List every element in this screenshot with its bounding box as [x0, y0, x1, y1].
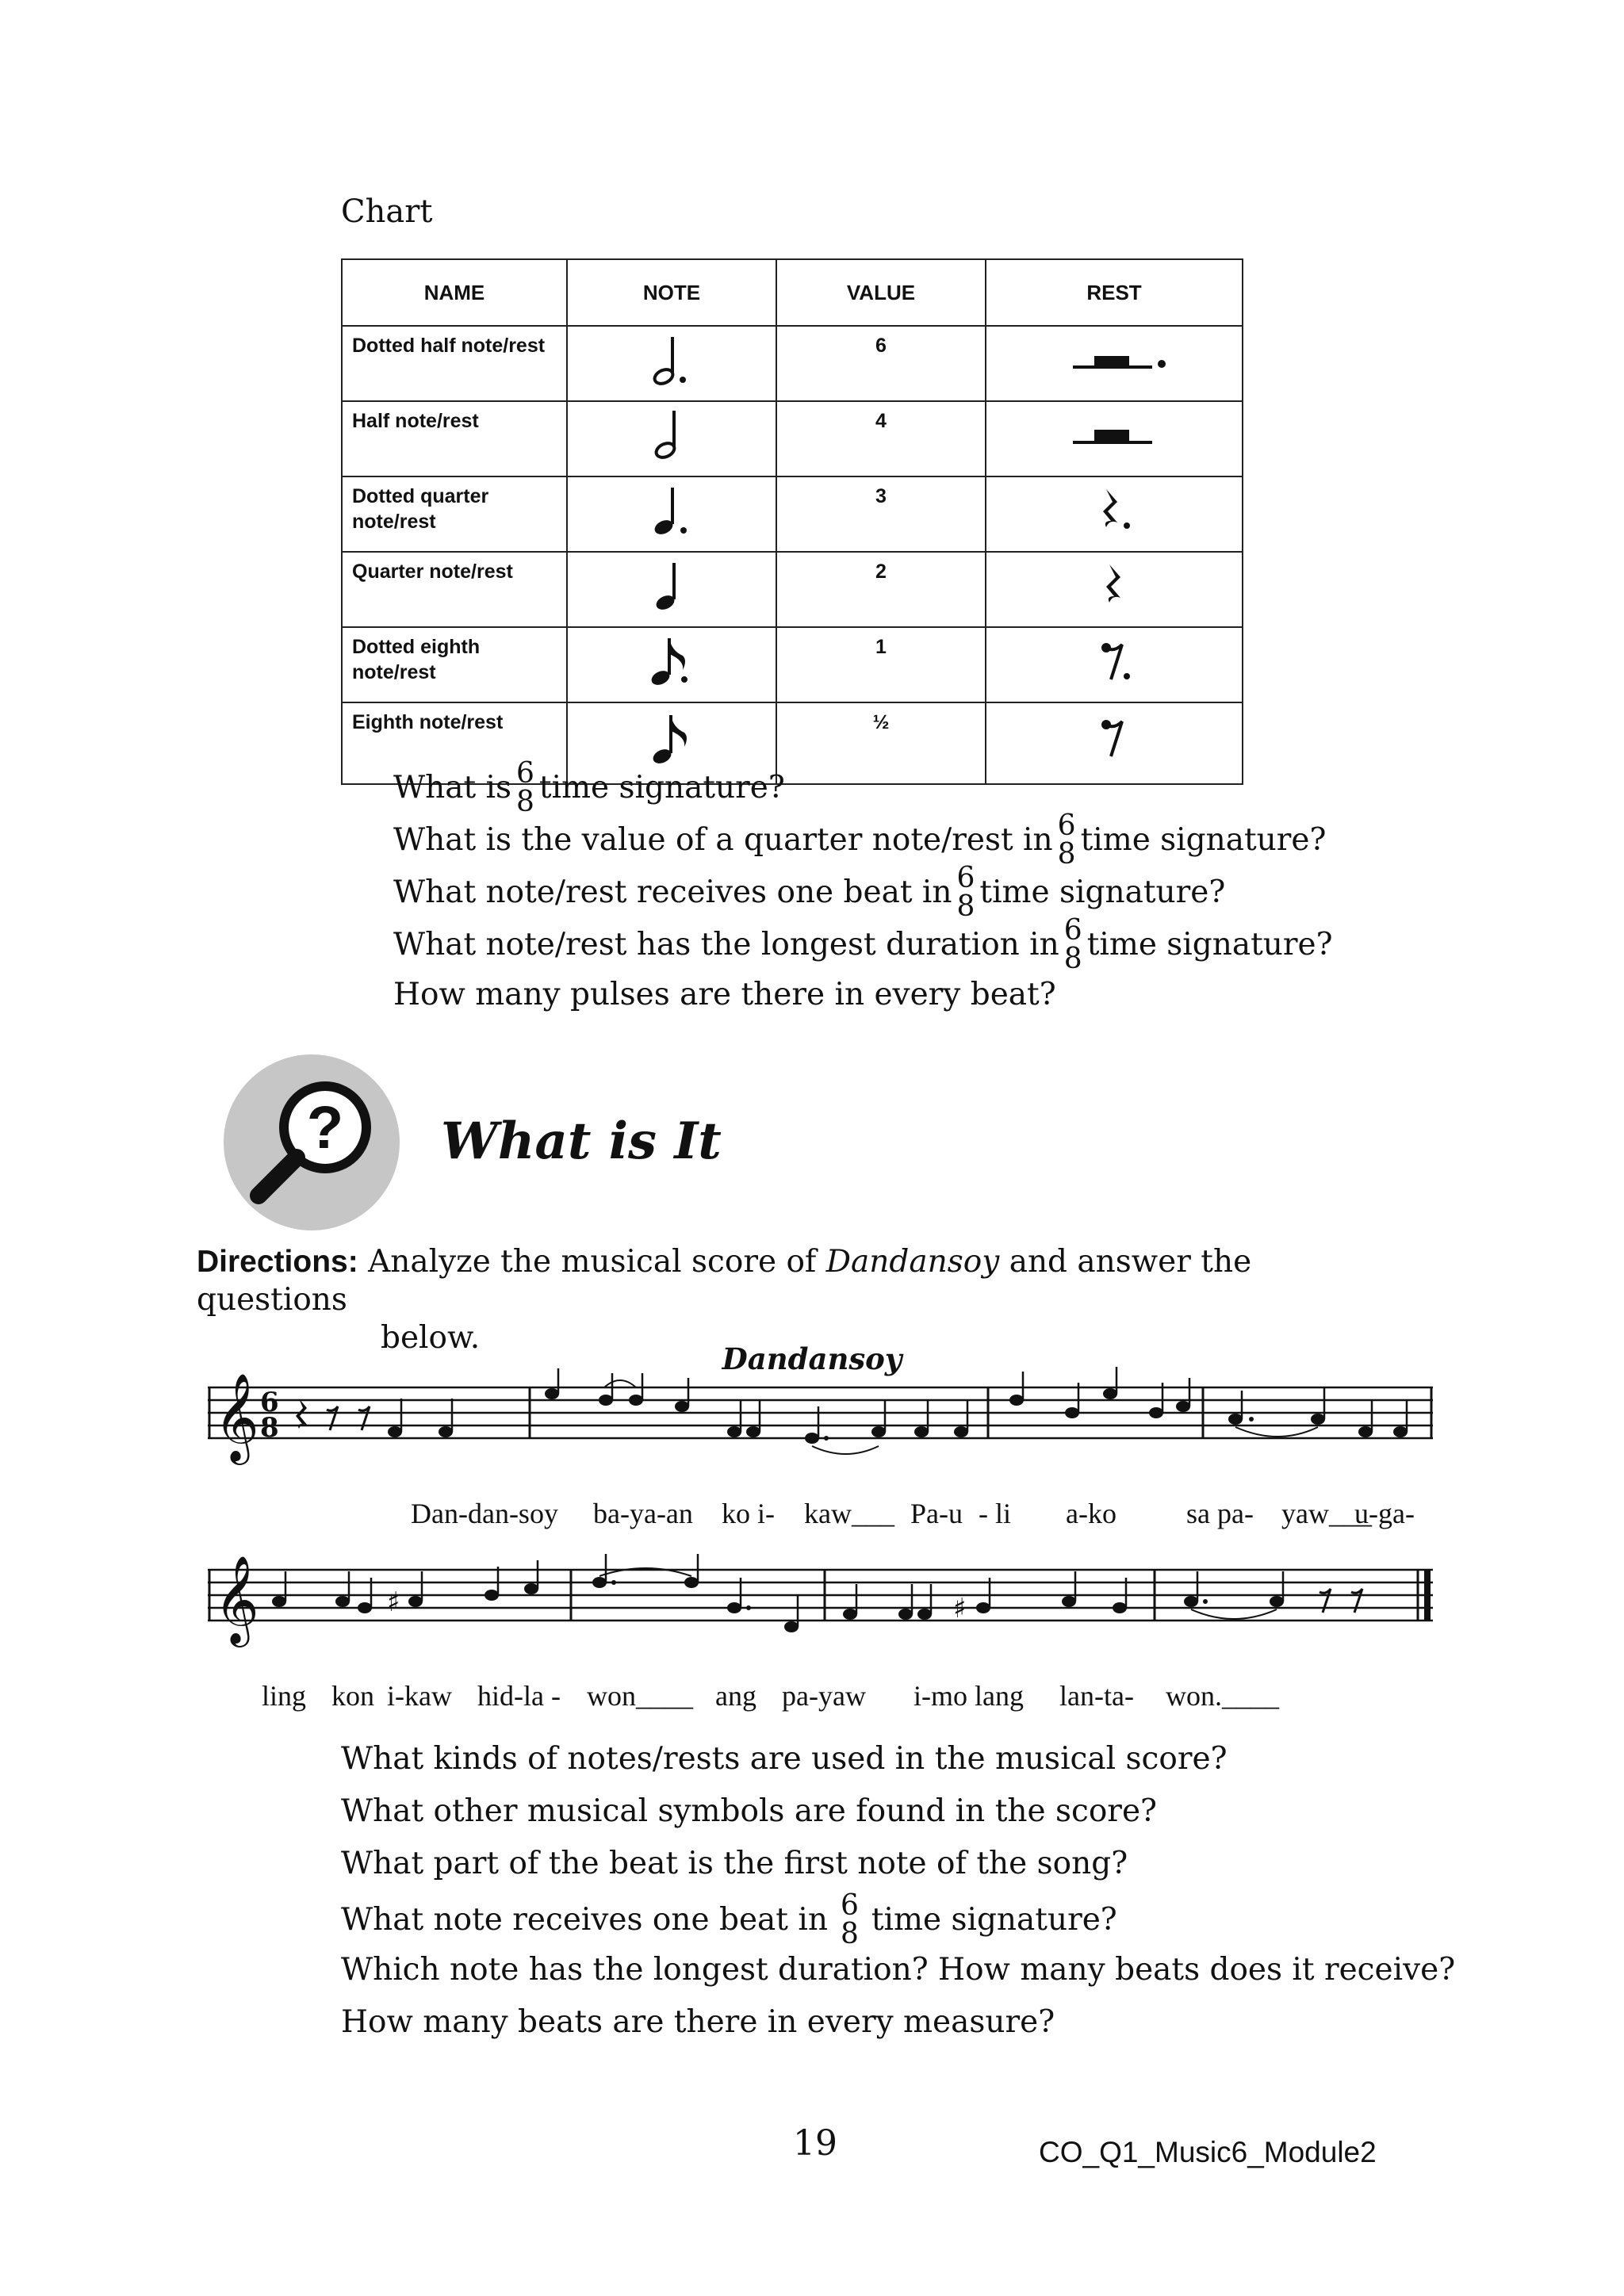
dotted-quarter-note-cell	[567, 476, 776, 552]
chart-row	[342, 476, 1243, 552]
lyric: kaw___	[804, 1498, 894, 1529]
module-code: CO_Q1_Music6_Module2	[1039, 2136, 1377, 2168]
lyric: Pa-u	[910, 1498, 963, 1529]
header-value: VALUE	[776, 259, 986, 326]
row-value: ½	[776, 702, 986, 784]
row-value: 1	[776, 627, 986, 702]
lyric: won.____	[1166, 1680, 1279, 1712]
eighth-rest-cell	[986, 702, 1243, 784]
row-name: Half note/rest	[342, 401, 567, 476]
lyric: hid-la -	[477, 1680, 561, 1712]
quarter-note-icon	[640, 553, 703, 617]
lyric: ang	[715, 1680, 756, 1712]
lyric: yaw___	[1281, 1498, 1372, 1529]
row-name: Dotted half note/rest	[342, 326, 567, 401]
svg-text:8: 8	[260, 1412, 279, 1444]
section-title: What is It	[441, 1112, 722, 1171]
dotted-half-note-cell	[567, 326, 776, 401]
dotted-quarter-rest-cell	[986, 476, 1243, 552]
song-name: Dandansoy	[825, 1244, 1000, 1280]
svg-text:?: ?	[306, 1094, 344, 1161]
page-number: 19	[793, 2123, 837, 2164]
svg-text:♯: ♯	[387, 1586, 400, 1618]
question-4: What note/rest has the longest duration in 6 8 time signature?	[393, 914, 1333, 975]
row-name: Quarter note/rest	[342, 552, 567, 627]
eighth-rest-icon	[1082, 704, 1146, 771]
half-rest-icon	[1059, 403, 1170, 466]
lyric: - li	[979, 1498, 1011, 1529]
time-signature-fraction: 6 8	[840, 1889, 859, 1950]
lyric: sa pa-	[1186, 1498, 1254, 1529]
directions-label: Directions:	[197, 1245, 358, 1279]
lyric: kon	[331, 1680, 374, 1712]
question-6: What kinds of notes/rests are used in the musical score?	[341, 1741, 1228, 1777]
question-9: What note receives one beat in 6 8 time signature?	[341, 1889, 1117, 1950]
half-note-cell	[567, 401, 776, 476]
svg-text:6: 6	[260, 1387, 279, 1418]
question-10: Which note has the longest duration? How many beats does it receive?	[341, 1952, 1456, 1988]
question-3: What note/rest receives one beat in 6 8 time signature?	[393, 862, 1226, 923]
chart-row	[342, 552, 1243, 627]
row-name: Dotted quarter note/rest	[342, 476, 567, 552]
note-value-chart	[341, 258, 1243, 785]
half-note-icon	[640, 403, 703, 466]
dotted-eighth-note-icon	[640, 629, 703, 692]
treble-clef-icon: 𝄞	[214, 1372, 259, 1461]
dotted-quarter-note-icon	[640, 478, 703, 541]
dotted-half-rest-cell	[986, 326, 1243, 401]
score-staff-2	[208, 1546, 1445, 1665]
question-magnifier-badge	[224, 1054, 400, 1230]
chart-header-row	[342, 259, 1243, 326]
dotted-half-note-icon	[640, 327, 703, 391]
lyric: ling	[262, 1680, 307, 1712]
quarter-rest-icon	[1082, 553, 1146, 617]
quarter-rest-cell	[986, 552, 1243, 627]
lyric: Dan-dan-soy	[411, 1498, 558, 1529]
lyric: won____	[587, 1680, 693, 1712]
dotted-eighth-note-cell	[567, 627, 776, 702]
row-name: Dotted eighth note/rest	[342, 627, 567, 702]
header-note: NOTE	[567, 259, 776, 326]
time-signature-fraction: 6 8	[1063, 914, 1082, 975]
row-value: 4	[776, 401, 986, 476]
time-signature-fraction: 6 8	[1057, 809, 1076, 871]
lyric: a-ko	[1066, 1498, 1116, 1529]
directions: Directions: Analyze the musical score of Dandansoy and answer the questions below.	[197, 1244, 1252, 1356]
chart-label: Chart	[341, 193, 433, 230]
chart-row	[342, 627, 1243, 702]
treble-clef-icon: 𝄞	[214, 1555, 259, 1644]
lyric: i-kaw	[387, 1680, 452, 1712]
half-rest-cell	[986, 401, 1243, 476]
score-title: Dandansoy	[722, 1341, 902, 1376]
quarter-note-cell	[567, 552, 776, 627]
question-7: What other musical symbols are found in the score?	[341, 1793, 1157, 1829]
lyric: ko i-	[722, 1498, 775, 1529]
header-name: NAME	[342, 259, 567, 326]
dotted-eighth-rest-cell	[986, 627, 1243, 702]
row-name: Eighth note/rest	[342, 702, 567, 784]
chart-row	[342, 401, 1243, 476]
header-rest: REST	[986, 259, 1243, 326]
lyric: u-ga-	[1354, 1498, 1415, 1529]
lyric: pa-yaw	[782, 1680, 866, 1712]
question-5: How many pulses are there in every beat?	[393, 977, 1056, 1012]
svg-text:♯: ♯	[953, 1593, 967, 1624]
row-value: 6	[776, 326, 986, 401]
score-staff-1	[208, 1364, 1445, 1483]
question-8: What part of the beat is the first note of the song?	[341, 1846, 1128, 1881]
time-signature-fraction: 6 8	[516, 757, 534, 818]
lyric: ba-ya-an	[593, 1498, 693, 1529]
question-11: How many beats are there in every measure?	[341, 2004, 1055, 2040]
chart-row	[342, 326, 1243, 401]
dotted-eighth-rest-icon	[1082, 629, 1146, 692]
dotted-quarter-rest-icon	[1082, 478, 1146, 541]
question-magnifier-icon	[224, 1054, 400, 1230]
lyric: i-mo lang	[914, 1680, 1024, 1712]
question-2: What is the value of a quarter note/rest in 6 8 time signature?	[393, 809, 1327, 871]
question-1: What is 6 8 time signature?	[393, 757, 785, 818]
row-value: 2	[776, 552, 986, 627]
time-signature-fraction: 6 8	[956, 862, 975, 923]
row-value: 3	[776, 476, 986, 552]
lyric: lan-ta-	[1059, 1680, 1134, 1712]
dotted-half-rest-icon	[1059, 327, 1170, 391]
